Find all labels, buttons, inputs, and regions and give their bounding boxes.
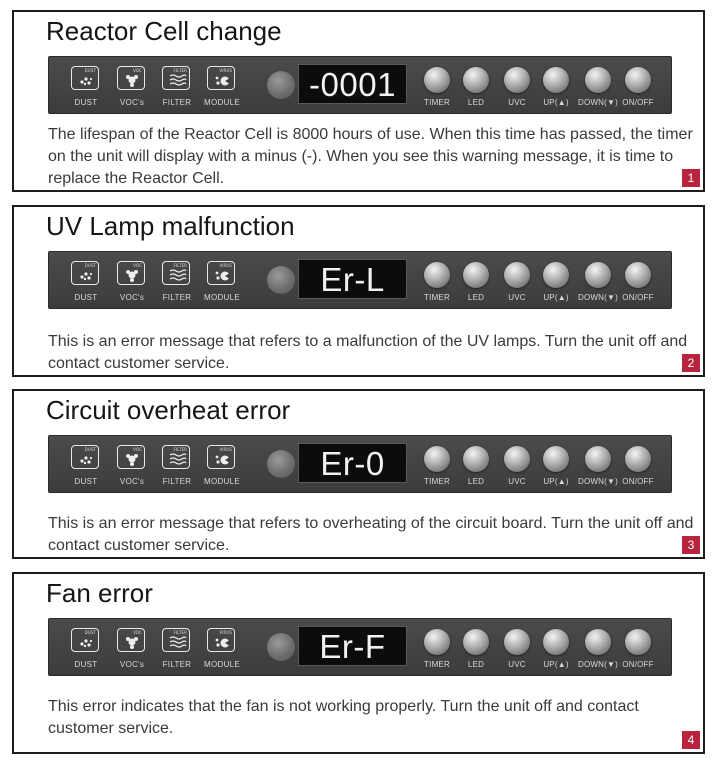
control-panel — [48, 435, 672, 493]
status-light — [267, 71, 295, 99]
button-label: TIMER — [424, 477, 450, 486]
sensor-tag: VOC — [133, 263, 142, 268]
button-label: DOWN(▼) — [578, 98, 618, 107]
sensor-tag: DUST — [84, 447, 96, 452]
button-knob[interactable] — [585, 262, 611, 288]
button-label: ON/OFF — [622, 293, 654, 302]
filter-icon — [162, 628, 190, 652]
display-readout: Er-F — [298, 626, 407, 666]
sensor-tag: VOC — [133, 447, 142, 452]
sensor-tag: VIRUS — [219, 447, 232, 452]
button-label: UVC — [508, 660, 526, 669]
button-knob[interactable] — [543, 262, 569, 288]
dust-icon — [71, 445, 99, 469]
button-knob[interactable] — [504, 67, 530, 93]
button-label: LED — [467, 477, 485, 486]
section-number-badge: 2 — [682, 354, 700, 372]
sensor-tag: VIRUS — [219, 68, 232, 73]
sensor-label: MODULE — [203, 477, 241, 486]
button-label: UP(▲) — [543, 98, 569, 107]
section-title: Reactor Cell change — [46, 16, 282, 46]
section-number-badge: 1 — [682, 169, 700, 187]
display-readout: -0001 — [298, 64, 407, 104]
button-knob[interactable] — [424, 446, 450, 472]
button-label: ON/OFF — [622, 98, 654, 107]
sensor-label: VOC's — [119, 660, 145, 669]
filter-icon — [162, 66, 190, 90]
status-light — [267, 266, 295, 294]
section-number-badge: 4 — [682, 731, 700, 749]
button-knob[interactable] — [424, 629, 450, 655]
button-knob[interactable] — [504, 446, 530, 472]
section-description: The lifespan of the Reactor Cell is 8000 hours of use. When this time has passed, the timer on the unit will display with a minus (-). When you see this warning message, it is time to replace the Reactor Cell. — [48, 126, 693, 187]
button-knob[interactable] — [463, 446, 489, 472]
sensor-label: DUST — [74, 98, 98, 107]
button-knob[interactable] — [625, 446, 651, 472]
status-light — [267, 633, 295, 661]
button-knob[interactable] — [585, 629, 611, 655]
sensor-tag: DUST — [84, 630, 96, 635]
voc-icon — [117, 66, 145, 90]
display-readout: Er-0 — [298, 443, 407, 483]
button-label: UVC — [508, 477, 526, 486]
virus-icon — [207, 445, 235, 469]
filter-icon — [162, 261, 190, 285]
button-knob[interactable] — [585, 446, 611, 472]
voc-icon — [117, 628, 145, 652]
button-label: UVC — [508, 293, 526, 302]
button-knob[interactable] — [625, 629, 651, 655]
sensor-label: DUST — [74, 660, 98, 669]
sensor-tag: FILTER — [173, 447, 187, 452]
button-label: TIMER — [424, 98, 450, 107]
sensor-label: VOC's — [119, 293, 145, 302]
section-title: Fan error — [46, 578, 153, 608]
control-panel — [48, 56, 672, 114]
button-knob[interactable] — [504, 262, 530, 288]
voc-icon — [117, 261, 145, 285]
dust-icon — [71, 66, 99, 90]
sensor-label: VOC's — [119, 98, 145, 107]
sensor-tag: VIRUS — [219, 630, 232, 635]
sensor-tag: FILTER — [173, 263, 187, 268]
section-title: UV Lamp malfunction — [46, 211, 295, 241]
button-label: TIMER — [424, 660, 450, 669]
button-knob[interactable] — [585, 67, 611, 93]
button-label: DOWN(▼) — [578, 660, 618, 669]
button-knob[interactable] — [625, 67, 651, 93]
button-knob[interactable] — [424, 67, 450, 93]
sensor-label: DUST — [74, 293, 98, 302]
button-label: LED — [467, 660, 485, 669]
section-description: This is an error message that refers to overheating of the circuit board. Turn the unit off and contact customer service. — [48, 515, 694, 554]
button-label: UVC — [508, 98, 526, 107]
sensor-tag: VOC — [133, 630, 142, 635]
sensor-label: VOC's — [119, 477, 145, 486]
dust-icon — [71, 628, 99, 652]
section-card — [12, 389, 705, 559]
button-label: ON/OFF — [622, 660, 654, 669]
sensor-label: FILTER — [162, 293, 192, 302]
button-label: UP(▲) — [543, 293, 569, 302]
sensor-label: FILTER — [162, 477, 192, 486]
section-card — [12, 10, 705, 192]
sensor-label: MODULE — [203, 660, 241, 669]
section-title: Circuit overheat error — [46, 395, 291, 425]
sensor-tag: VIRUS — [219, 263, 232, 268]
dust-icon — [71, 261, 99, 285]
button-label: ON/OFF — [622, 477, 654, 486]
filter-icon — [162, 445, 190, 469]
button-knob[interactable] — [424, 262, 450, 288]
sensor-label: DUST — [74, 477, 98, 486]
section-description: This is an error message that refers to a malfunction of the UV lamps. Turn the unit off and contact customer service. — [48, 333, 688, 372]
sensor-label: MODULE — [203, 98, 241, 107]
section-card — [12, 205, 705, 377]
button-label: UP(▲) — [543, 660, 569, 669]
button-knob[interactable] — [463, 67, 489, 93]
section-number-badge: 3 — [682, 536, 700, 554]
button-knob[interactable] — [543, 629, 569, 655]
button-label: DOWN(▼) — [578, 293, 618, 302]
section-card — [12, 572, 705, 754]
button-knob[interactable] — [543, 67, 569, 93]
virus-icon — [207, 628, 235, 652]
button-knob[interactable] — [504, 629, 530, 655]
sensor-tag: FILTER — [173, 630, 187, 635]
sensor-label: FILTER — [162, 660, 192, 669]
button-knob[interactable] — [543, 446, 569, 472]
button-knob[interactable] — [625, 262, 651, 288]
virus-icon — [207, 261, 235, 285]
sensor-tag: FILTER — [173, 68, 187, 73]
sensor-label: MODULE — [203, 293, 241, 302]
button-label: DOWN(▼) — [578, 477, 618, 486]
sensor-tag: DUST — [84, 68, 96, 73]
display-readout: Er-L — [298, 259, 407, 299]
button-label: LED — [467, 98, 485, 107]
control-panel — [48, 251, 672, 309]
virus-icon — [207, 66, 235, 90]
sensor-tag: VOC — [133, 68, 142, 73]
control-panel — [48, 618, 672, 676]
sensor-tag: DUST — [84, 263, 96, 268]
voc-icon — [117, 445, 145, 469]
button-label: LED — [467, 293, 485, 302]
button-knob[interactable] — [463, 262, 489, 288]
button-label: UP(▲) — [543, 477, 569, 486]
button-label: TIMER — [424, 293, 450, 302]
status-light — [267, 450, 295, 478]
button-knob[interactable] — [463, 629, 489, 655]
section-description: This error indicates that the fan is not working properly. Turn the unit off and contact customer service. — [48, 698, 639, 737]
sensor-label: FILTER — [162, 98, 192, 107]
